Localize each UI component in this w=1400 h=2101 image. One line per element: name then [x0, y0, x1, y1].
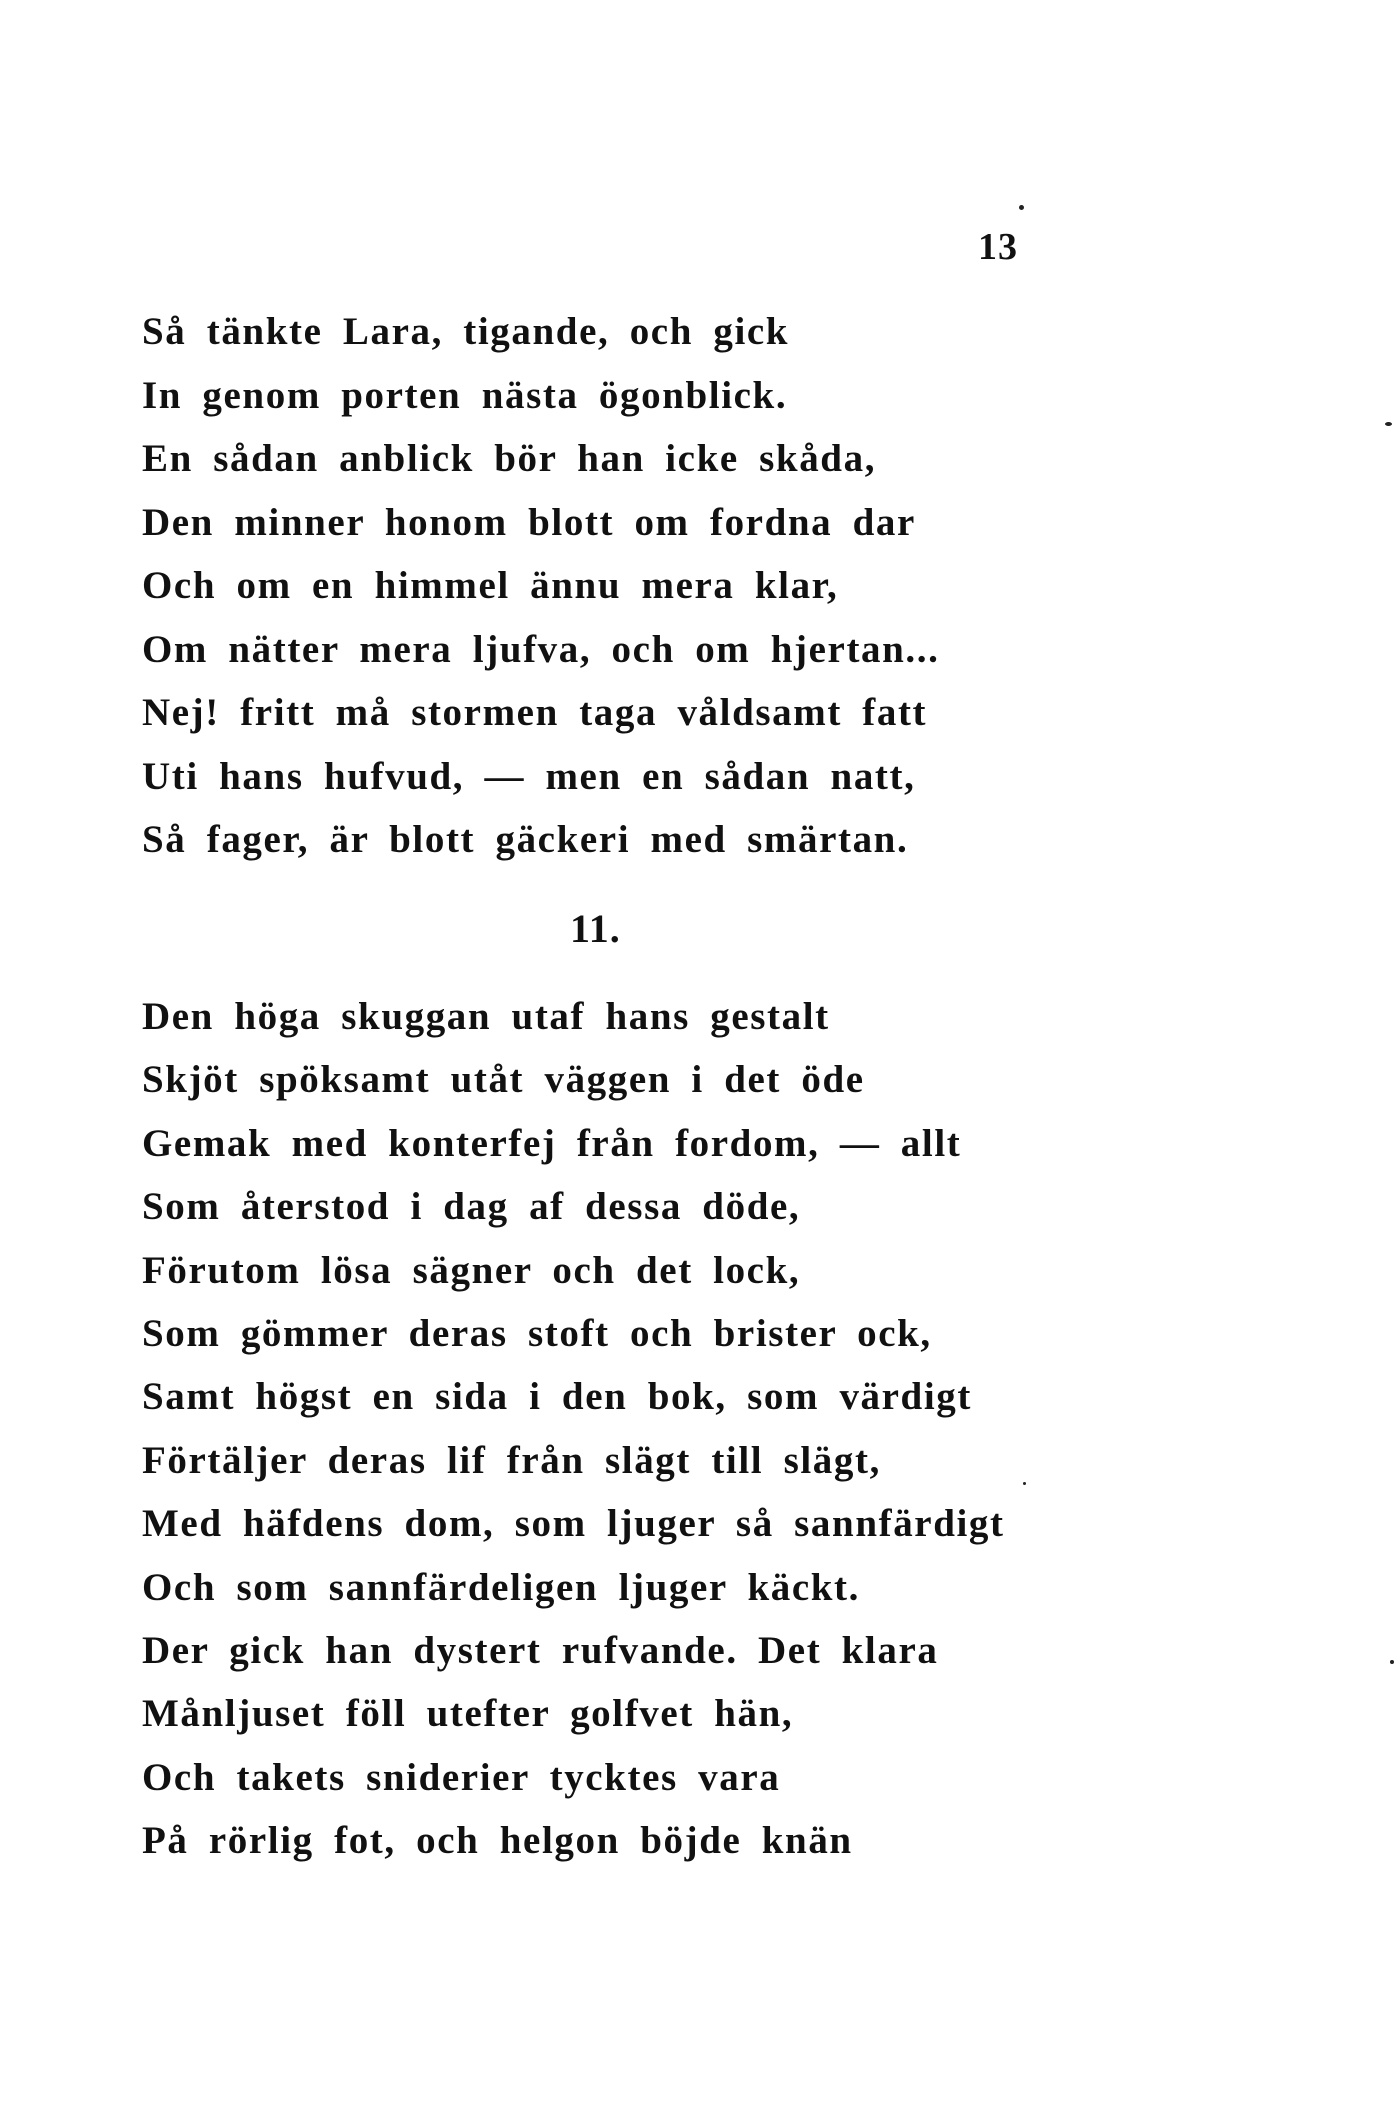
verse-line: Förutom lösa sägner och det lock, [142, 1248, 801, 1292]
verse-line: Nej! fritt må stormen taga våldsamt fatt [142, 691, 928, 734]
verse-line: På rörlig fot, och helgon böjde knän [142, 1819, 853, 1863]
verse-line: Den minner honom blott om fordna dar [142, 500, 916, 544]
verse-line: Med häfdens dom, som ljuger så sannfärdigt [142, 1502, 1005, 1546]
verse-line: Så tänkte Lara, tigande, och gick [142, 310, 790, 353]
verse-line: Uti hans hufvud, — men en sådan natt, [142, 754, 916, 798]
page-number: 13 [978, 226, 1018, 268]
verse-line: Som gömmer deras stoft och brister ock, [142, 1311, 932, 1355]
scan-speck [1390, 1660, 1394, 1664]
verse-line: Samt högst en sida i den bok, som värdigt [142, 1375, 972, 1419]
verse-line: Den höga skuggan utaf hans gestalt [142, 995, 830, 1038]
verse-line: Månljuset föll utefter golfvet hän, [142, 1692, 794, 1736]
verse-line: Gemak med konterfej från fordom, — allt [142, 1121, 962, 1165]
stanza-1 [142, 300, 1292, 872]
verse-line: In genom porten nästa ögonblick. [142, 373, 788, 417]
verse-line: Som återstod i dag af dessa döde, [142, 1185, 801, 1229]
verse-line: Så fager, är blott gäckeri med smärtan. [142, 818, 909, 861]
verse-line: Och om en himmel ännu mera klar, [142, 564, 839, 607]
verse-line: Om nätter mera ljufva, och om hjertan... [142, 627, 940, 671]
scan-speck [1023, 1482, 1026, 1485]
verse-line: Skjöt spöksamt utåt väggen i det öde [142, 1058, 865, 1102]
scan-speck [1385, 422, 1392, 426]
verse-line: Förtäljer deras lif från slägt till slägt, [142, 1438, 881, 1482]
verse-line: En sådan anblick bör han icke skåda, [142, 437, 877, 480]
section-heading: 11. [570, 906, 621, 951]
scan-speck [1019, 205, 1024, 210]
verse-line: Och takets sniderier tycktes vara [142, 1755, 781, 1799]
verse-line: Och som sannfärdeligen ljuger käckt. [142, 1565, 860, 1609]
verse-line: Der gick han dystert rufvande. Det klara [142, 1628, 939, 1672]
stanza-2 [142, 985, 1292, 1872]
